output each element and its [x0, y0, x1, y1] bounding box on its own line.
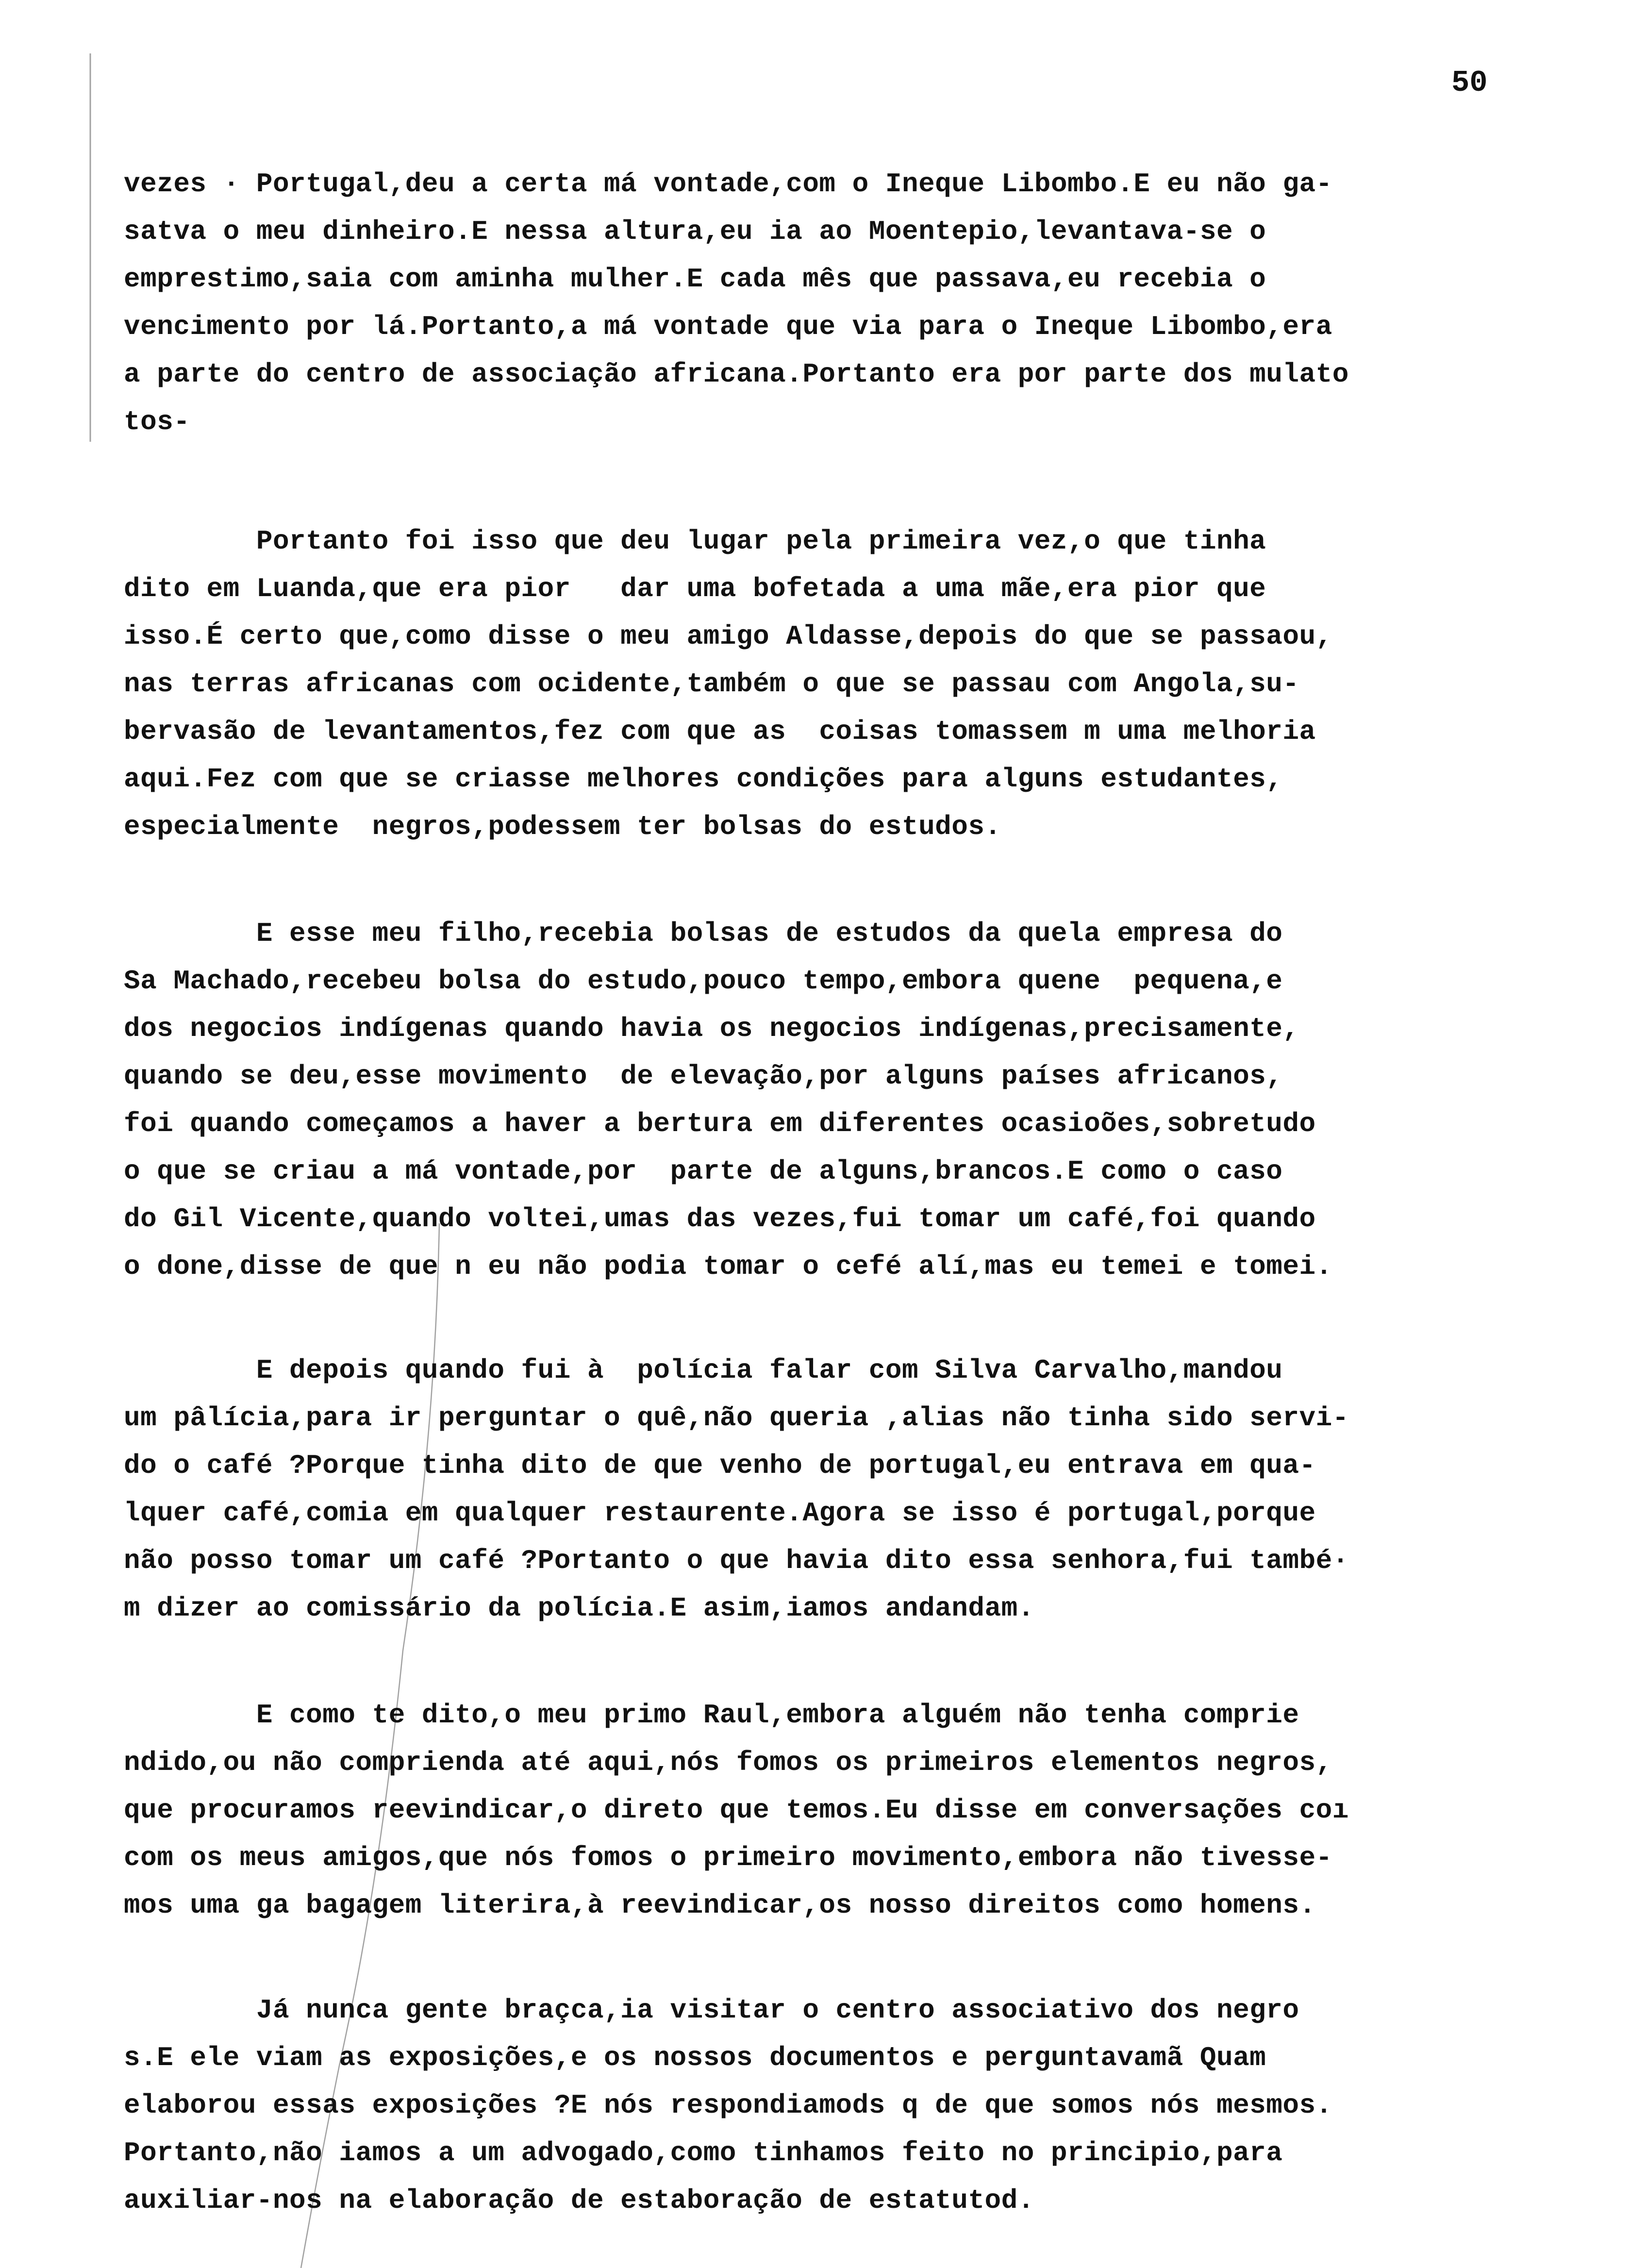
text-line: s.E ele viam as exposições,e os nossos documentos e perguntavamã Quam [124, 2042, 1266, 2073]
paragraph-5 [124, 1691, 1575, 1929]
text-line: auxiliar-nos na elaboração de estaboração de estatutod. [124, 2185, 1034, 2216]
text-line: a parte do centro de associação africana.Portanto era por parte dos mulato [124, 359, 1349, 390]
text-line: Portanto foi isso que deu lugar pela primeira vez,o que tinha [124, 526, 1266, 557]
text-line: aqui.Fez com que se criasse melhores condições para alguns estudantes, [124, 764, 1283, 795]
text-line: lquer café,comia em qualquer restaurente.Agora se isso é portugal,porque [124, 1498, 1316, 1529]
paragraph-1 [124, 160, 1575, 446]
text-line: vezes · Portugal,deu a certa má vontade,com o Ineque Libombo.E eu não ga- [124, 168, 1332, 200]
text-line: Sa Machado,recebeu bolsa do estudo,pouco tempo,embora quene pequena,e [124, 966, 1283, 997]
text-line: um pâlícia,para ir perguntar o quê,não queria ,alias não tinha sido servi- [124, 1402, 1349, 1434]
text-line: dos negocios indígenas quando havia os negocios indígenas,precisamente, [124, 1013, 1299, 1044]
text-line: Já nunca gente braçca,ia visitar o centro associativo dos negro [124, 1995, 1299, 2026]
text-line: que procuramos reevindicar,o direto que temos.Eu disse em conversações coı [124, 1795, 1349, 1826]
text-line: ndido,ou não comprienda até aqui,nós fomos os primeiros elementos negros, [124, 1747, 1332, 1778]
text-line: vencimento por lá.Portanto,a má vontade que via para o Ineque Libombo,era [124, 311, 1332, 342]
text-line: isso.É certo que,como disse o meu amigo Aldasse,depois do que se passaou, [124, 621, 1332, 652]
text-line: o que se criau a má vontade,por parte de alguns,brancos.E como o caso [124, 1156, 1283, 1187]
text-line: nas terras africanas com ocidente,também o que se passau com Angola,su- [124, 668, 1299, 700]
paragraph-2 [124, 517, 1575, 850]
text-line: mos uma ga bagagem literira,à reevindicar,os nosso direitos como homens. [124, 1890, 1316, 1921]
text-line: com os meus amigos,que nós fomos o primeiro movimento,embora não tivesse- [124, 1842, 1332, 1873]
text-line: do o café ?Porque tinha dito de que venho de portugal,eu entrava em qua- [124, 1450, 1316, 1481]
text-line: E depois quando fui à polícia falar com Silva Carvalho,mandou [124, 1355, 1283, 1386]
text-line: bervasão de levantamentos,fez com que as coisas tomassem m uma melhoria [124, 716, 1316, 747]
text-line: não posso tomar um café ?Portanto o que havia dito essa senhora,fui també· [124, 1545, 1349, 1576]
document-body [124, 160, 1575, 2224]
paragraph-4 [124, 1347, 1575, 1632]
paragraph-3 [124, 910, 1575, 1290]
text-line: satva o meu dinheiro.E nessa altura,eu ia ao Moentepio,levantava-se o [124, 216, 1266, 247]
text-line: m dizer ao comissário da polícia.E asim,iamos andandam. [124, 1593, 1034, 1624]
paragraph-6 [124, 1986, 1575, 2224]
page-number: 50 [1451, 66, 1488, 100]
text-line: tos- [124, 406, 190, 437]
text-line: o done,disse de que n eu não podia tomar o cefé alí,mas eu temei e tomei. [124, 1251, 1332, 1282]
text-line: foi quando começamos a haver a bertura em diferentes ocasioões,sobretudo [124, 1108, 1316, 1139]
text-line: Portanto,não iamos a um advogado,como tinhamos feito no principio,para [124, 2137, 1283, 2168]
text-line: E esse meu filho,recebia bolsas de estudos da quela empresa do [124, 918, 1283, 949]
text-line: E como te dito,o meu primo Raul,embora alguém não tenha comprie [124, 1700, 1299, 1731]
text-line: emprestimo,saia com aminha mulher.E cada mês que passava,eu recebia o [124, 264, 1266, 295]
text-line: quando se deu,esse movimento de elevação,por alguns países africanos, [124, 1061, 1283, 1092]
text-line: especialmente negros,podessem ter bolsas do estudos. [124, 811, 1001, 842]
text-line: dito em Luanda,que era pior dar uma bofetada a uma mãe,era pior que [124, 573, 1266, 604]
text-line: do Gil Vicente,quando voltei,umas das vezes,fui tomar um café,foi quando [124, 1203, 1316, 1234]
text-line: elaborou essas exposições ?E nós respondiamods q de que somos nós mesmos. [124, 2090, 1332, 2121]
